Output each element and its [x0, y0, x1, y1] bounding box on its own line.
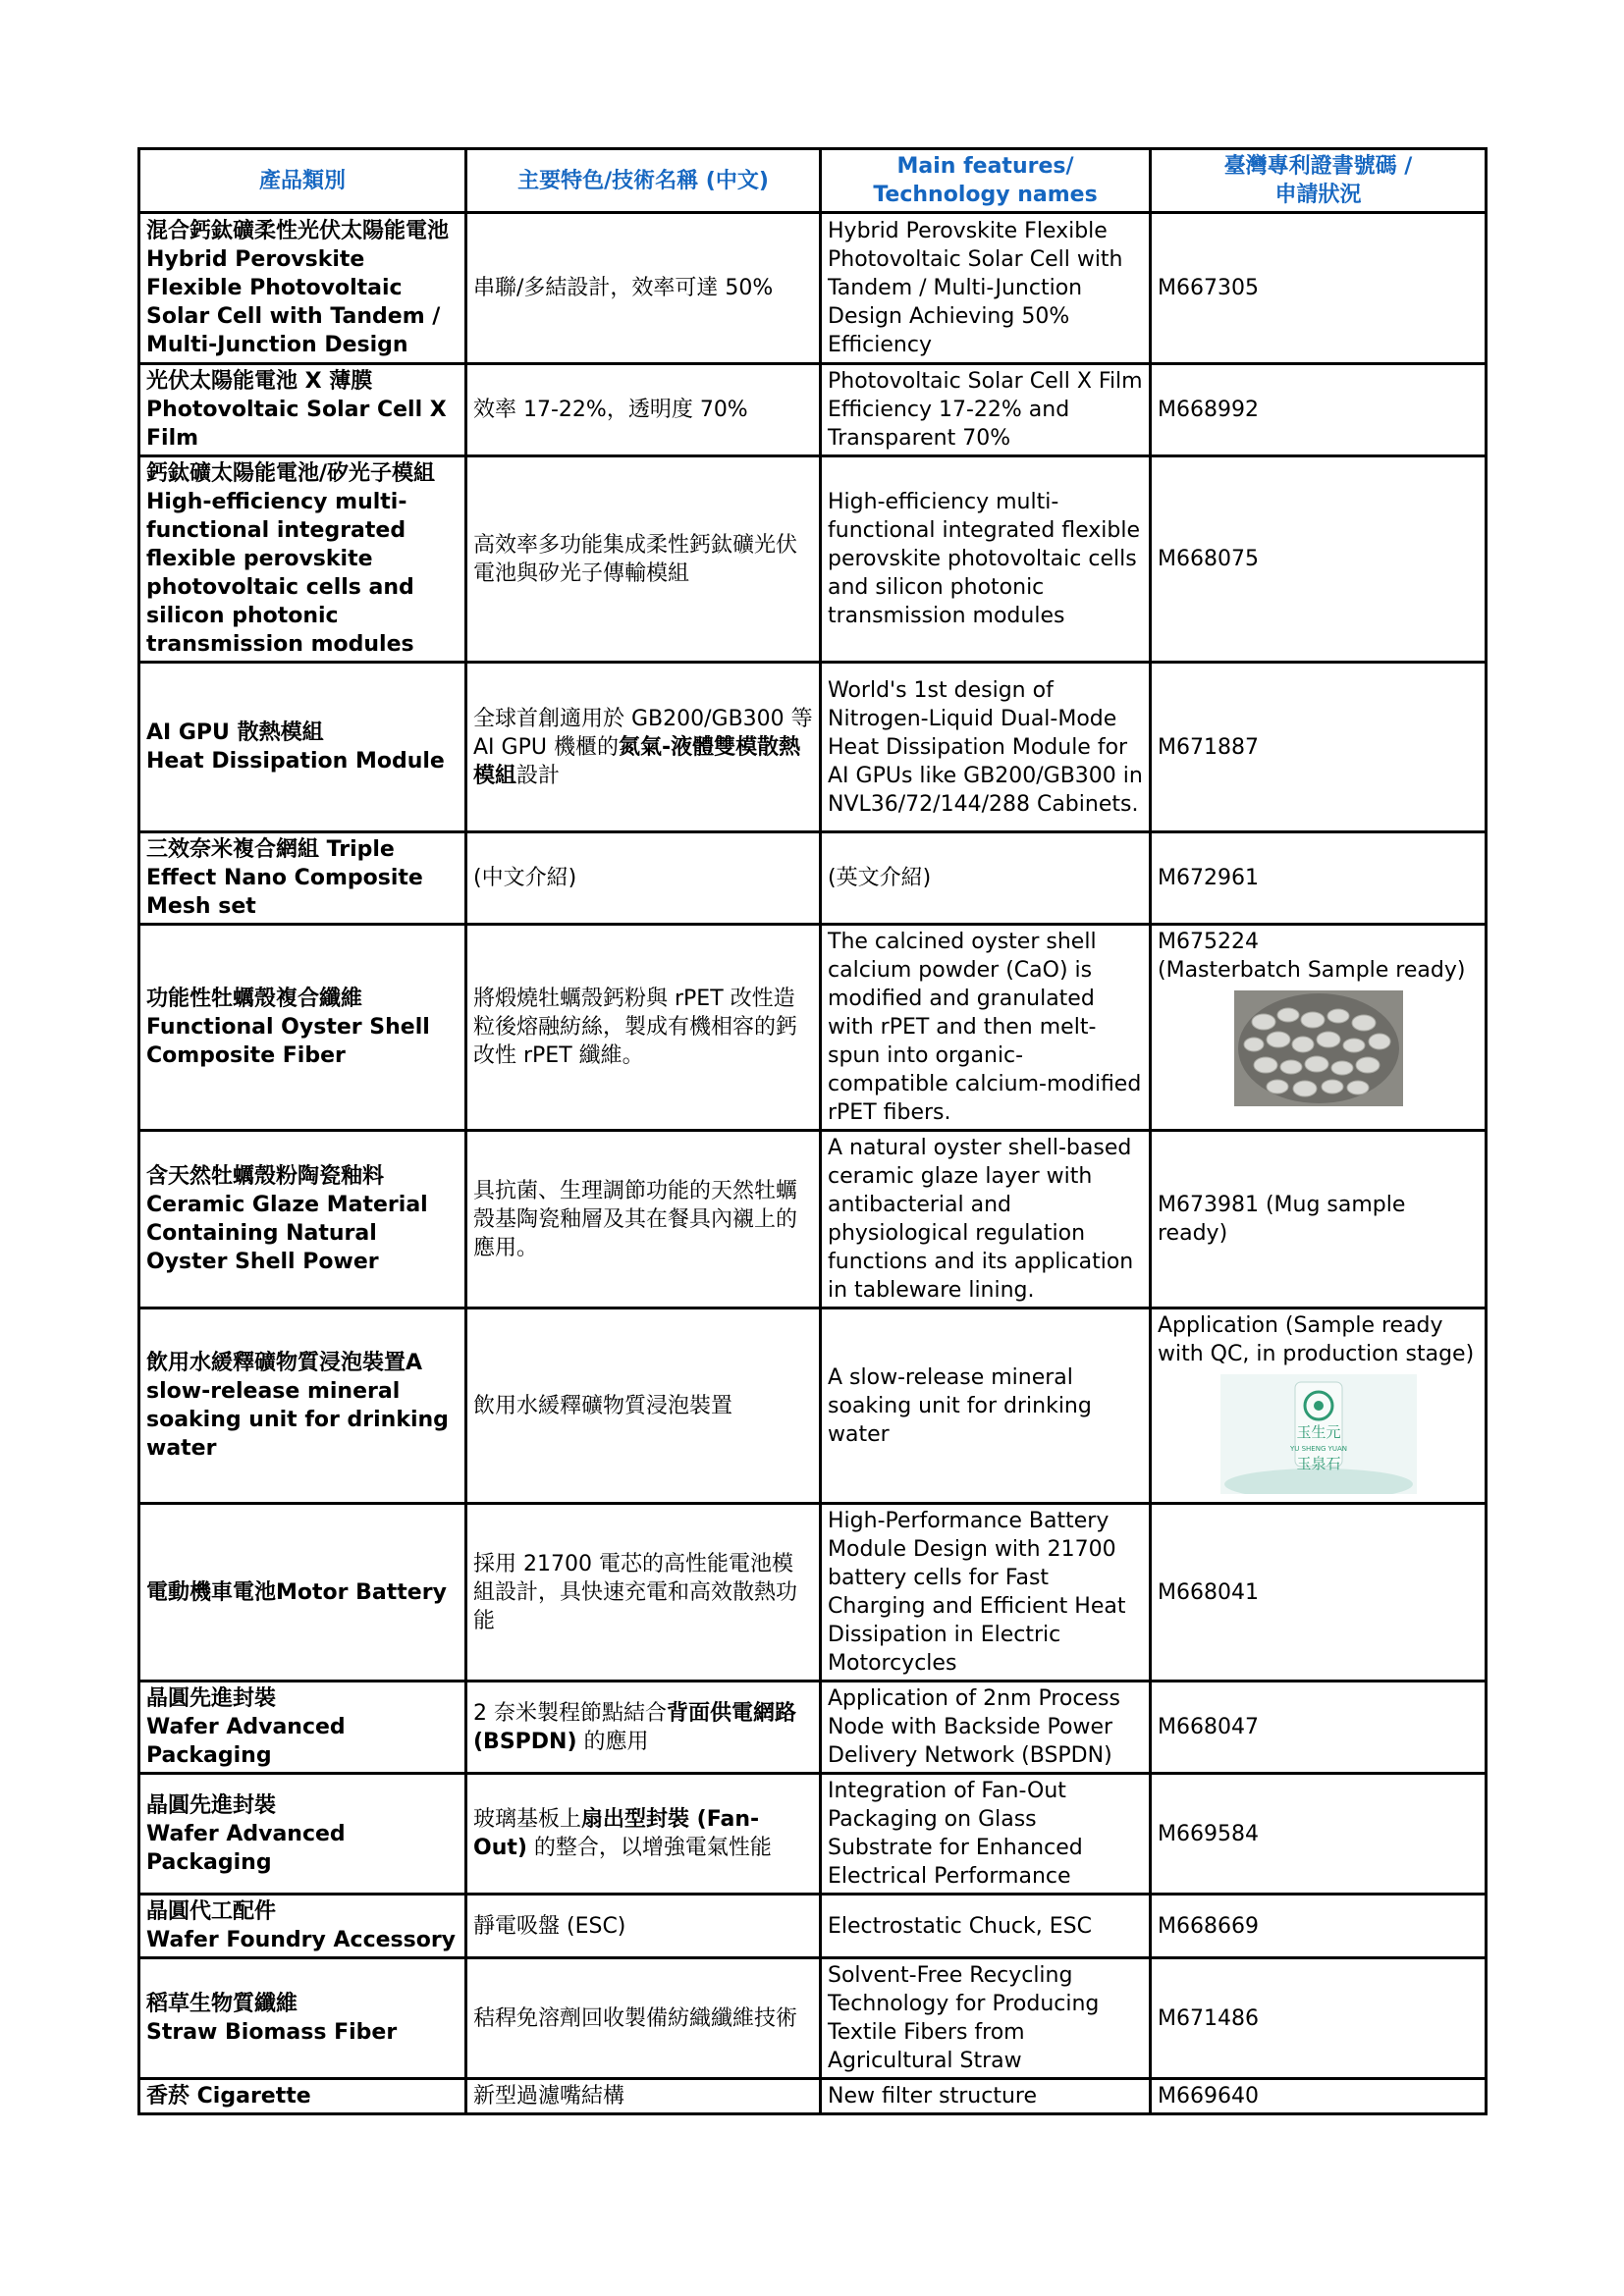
features-zh-cell: 全球首創適用於 GB200/GB300 等 AI GPU 機櫃的氮氣-液體雙模散熱模組設計: [466, 663, 821, 832]
table-row: [139, 2079, 1487, 2114]
patent-cell: M671887: [1151, 663, 1487, 832]
features-zh-cell: 2 奈米製程節點結合背面供電網路 (BSPDN) 的應用: [466, 1682, 821, 1774]
patent-status: (Masterbatch Sample ready): [1158, 958, 1466, 983]
features-zh-cell: 新型過濾嘴結構: [466, 2079, 821, 2114]
features-zh-cell: 靜電吸盤 (ESC): [466, 1895, 821, 1958]
features-en-cell: World's 1st design of Nitrogen-Liquid Dual-Mode Heat Dissipation Module for AI GPUs like GB200/GB300 in NVL36/72/144/288 Cabinets.: [821, 663, 1151, 832]
features-zh-cell: 飲用水緩釋礦物質浸泡裝置: [466, 1308, 821, 1504]
header-patent: 臺灣專利證書號碼 / 申請狀況: [1151, 149, 1487, 213]
patent-cell: M668047: [1151, 1682, 1487, 1774]
features-en-cell: Electrostatic Chuck, ESC: [821, 1895, 1151, 1958]
category-cell: 電動機車電池Motor Battery: [139, 1504, 466, 1682]
features-en-cell: Photovoltaic Solar Cell X Film Efficiency 17-22% and Transparent 70%: [821, 364, 1151, 456]
features-en-cell: A natural oyster shell-based ceramic glaze layer with antibacterial and physiological regulation functions and its application in tableware lining.: [821, 1131, 1151, 1308]
patent-cell: M672961: [1151, 832, 1487, 925]
features-en-cell: (英文介紹): [821, 832, 1151, 925]
features-zh-cell: (中文介紹): [466, 832, 821, 925]
category-cell: 含天然牡蠣殼粉陶瓷釉料 Ceramic Glaze Material Containing Natural Oyster Shell Power: [139, 1131, 466, 1308]
header-row: [139, 149, 1487, 213]
features-zh-cell: 串聯/多結設計，效率可達 50%: [466, 213, 821, 364]
features-zh-cell: 高效率多功能集成柔性鈣鈦礦光伏電池與矽光子傳輸模組: [466, 456, 821, 663]
category-cell: 光伏太陽能電池 X 薄膜 Photovoltaic Solar Cell X Film: [139, 364, 466, 456]
mineral-soaking-product-image: [1220, 1374, 1417, 1494]
product-label-cn2: 玉泉石: [1295, 1455, 1341, 1472]
masterbatch-pellets-image: [1234, 990, 1403, 1106]
table-row: [139, 213, 1487, 364]
header-features-en: Main features/ Technology names: [821, 149, 1151, 213]
features-zh-cell: 採用 21700 電芯的高性能電池模組設計，具快速充電和高效散熱功能: [466, 1504, 821, 1682]
product-label-cn: 玉生元: [1295, 1423, 1341, 1441]
category-cell: 鈣鈦礦太陽能電池/矽光子模組 High-efficiency multi-functional integrated flexible perovskite photovoltaic cells and silicon photonic transmission modules: [139, 456, 466, 663]
category-cell: 晶圓先進封裝 Wafer Advanced Packaging: [139, 1682, 466, 1774]
features-en-cell: The calcined oyster shell calcium powder (CaO) is modified and granulated with rPET and then melt-spun into organic-compatible calcium-modified rPET fibers.: [821, 925, 1151, 1131]
table-row: [139, 1774, 1487, 1895]
patent-cell: M668669: [1151, 1895, 1487, 1958]
category-cell: AI GPU 散熱模組 Heat Dissipation Module: [139, 663, 466, 832]
patent-cell: [1151, 1308, 1487, 1504]
features-zh-cell: 具抗菌、生理調節功能的天然牡蠣殼基陶瓷釉層及其在餐具內襯上的應用。: [466, 1131, 821, 1308]
table-row: [139, 364, 1487, 456]
patent-cell: M669584: [1151, 1774, 1487, 1895]
features-zh-cell: 玻璃基板上扇出型封裝 (Fan-Out) 的整合，以增強電氣性能: [466, 1774, 821, 1895]
table-row: [139, 1308, 1487, 1504]
patent-cell: [1151, 925, 1487, 1131]
features-en-cell: Application of 2nm Process Node with Backside Power Delivery Network (BSPDN): [821, 1682, 1151, 1774]
table-row: [139, 1131, 1487, 1308]
patent-cell: M668041: [1151, 1504, 1487, 1682]
table-row: [139, 832, 1487, 925]
patent-number: M675224: [1158, 930, 1259, 954]
patent-cell: M671486: [1151, 1958, 1487, 2079]
features-en-cell: Hybrid Perovskite Flexible Photovoltaic Solar Cell with Tandem / Multi-Junction Design Achieving 50% Efficiency: [821, 213, 1151, 364]
table-row: [139, 663, 1487, 832]
patent-cell: M668075: [1151, 456, 1487, 663]
patent-cell: M673981 (Mug sample ready): [1151, 1131, 1487, 1308]
category-cell: 香菸 Cigarette: [139, 2079, 466, 2114]
category-cell: 稻草生物質纖維 Straw Biomass Fiber: [139, 1958, 466, 2079]
patent-status: Application (Sample ready with QC, in production stage): [1158, 1313, 1475, 1366]
category-cell: 三效奈米複合網組 Triple Effect Nano Composite Mesh set: [139, 832, 466, 925]
category-cell: 晶圓代工配件 Wafer Foundry Accessory: [139, 1895, 466, 1958]
table-row: [139, 456, 1487, 663]
category-cell: 飲用水緩釋礦物質浸泡裝置A slow-release mineral soaking unit for drinking water: [139, 1308, 466, 1504]
category-cell: 功能性牡蠣殼複合纖維 Functional Oyster Shell Composite Fiber: [139, 925, 466, 1131]
features-en-cell: A slow-release mineral soaking unit for drinking water: [821, 1308, 1151, 1504]
features-en-cell: Solvent-Free Recycling Technology for Producing Textile Fibers from Agricultural Straw: [821, 1958, 1151, 2079]
features-en-cell: High-Performance Battery Module Design with 21700 battery cells for Fast Charging and Efficient Heat Dissipation in Electric Motorcycles: [821, 1504, 1151, 1682]
features-zh-cell: 秸稈免溶劑回收製備紡織纖維技術: [466, 1958, 821, 2079]
features-en-cell: High-efficiency multi-functional integrated flexible perovskite photovoltaic cells and silicon photonic transmission modules: [821, 456, 1151, 663]
features-zh-cell: 效率 17-22%，透明度 70%: [466, 364, 821, 456]
header-category: 產品類別: [139, 149, 466, 213]
category-cell: 晶圓先進封裝 Wafer Advanced Packaging: [139, 1774, 466, 1895]
patent-cell: M667305: [1151, 213, 1487, 364]
patent-cell: M669640: [1151, 2079, 1487, 2114]
category-cell: 混合鈣鈦礦柔性光伏太陽能電池 Hybrid Perovskite Flexible Photovoltaic Solar Cell with Tandem / Multi-Junction Design: [139, 213, 466, 364]
features-en-cell: Integration of Fan-Out Packaging on Glass Substrate for Enhanced Electrical Performance: [821, 1774, 1151, 1895]
table-row: [139, 1958, 1487, 2079]
table-row: [139, 1504, 1487, 1682]
table-row: [139, 925, 1487, 1131]
patent-cell: M668992: [1151, 364, 1487, 456]
table-row: [139, 1682, 1487, 1774]
product-label-pinyin: YU SHENG YUAN: [1289, 1445, 1347, 1453]
header-features-zh: 主要特色/技術名稱 (中文): [466, 149, 821, 213]
features-zh-cell: 將煅燒牡蠣殼鈣粉與 rPET 改性造粒後熔融紡絲，製成有機相容的鈣改性 rPET 纖維。: [466, 925, 821, 1131]
patent-table: [137, 147, 1488, 2115]
table-row: [139, 1895, 1487, 1958]
features-en-cell: New filter structure: [821, 2079, 1151, 2114]
